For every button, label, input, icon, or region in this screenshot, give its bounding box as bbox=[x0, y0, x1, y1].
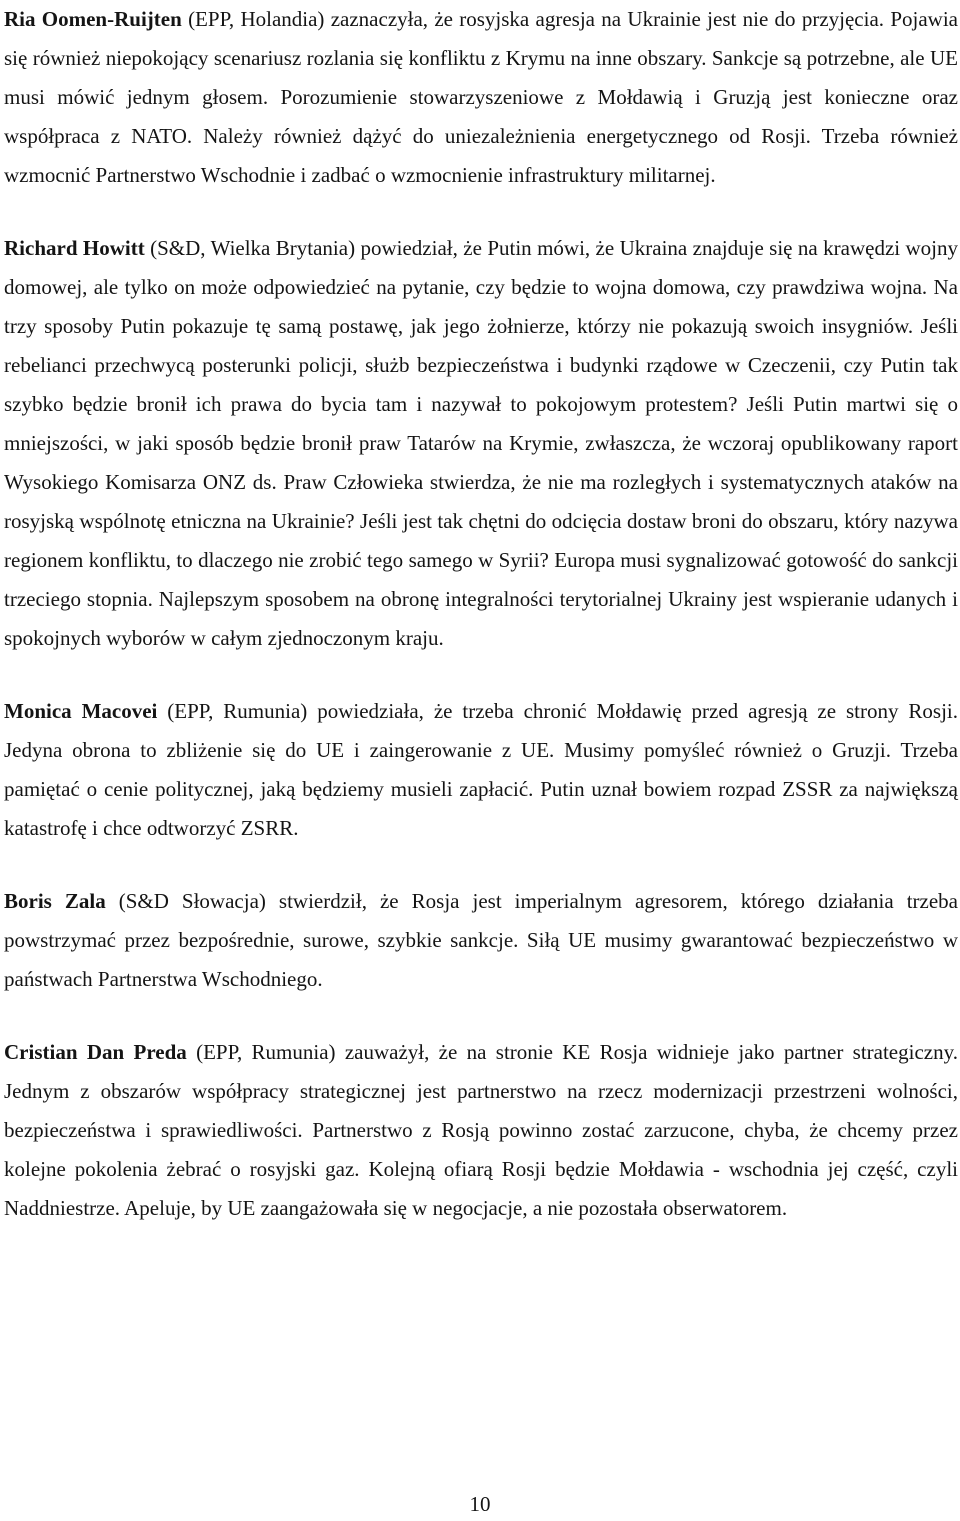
paragraph-text: (EPP, Holandia) zaznaczyła, że rosyjska agresja na Ukrainie jest nie do przyjęcia. Pojawia się również niepokojący scenariusz rozlania się konfliktu z Krymu na inne obszary. Sankcje są potrzebne, ale UE musi mówić jednym głosem. Porozumienie stowarzyszeniowe z Mołdawią i Gruzją jest konieczne oraz współpraca z NATO. Należy również dążyć do uniezależnienia energetycznego od Rosji. Trzeba również wzmocnić Partnerstwo Wschodnie i zadbać o wzmocnienie infrastruktury militarnej. bbox=[4, 7, 958, 187]
paragraph-preda bbox=[4, 1033, 958, 1228]
paragraph-text: (EPP, Rumunia) zauważył, że na stronie KE Rosja widnieje jako partner strategiczny. Jednym z obszarów współpracy strategicznej jest partnerstwo na rzecz modernizacji przestrzeni wolności, bezpieczeństwa i sprawiedliwości. Partnerstwo z Rosją powinno zostać zarzucone, chyba, że chcemy przez kolejne pokolenia żebrać o rosyjski gaz. Kolejną ofiarą Rosji będzie Mołdawia - wschodnia jej część, czyli Naddniestrze. Apeluje, by UE zaangażowała się w negocjacje, a nie pozostała obserwatorem. bbox=[4, 1040, 958, 1220]
paragraph-macovei bbox=[4, 692, 958, 848]
paragraph-zala bbox=[4, 882, 958, 999]
speaker-name: Ria Oomen-Ruijten bbox=[4, 7, 182, 31]
speaker-name: Boris Zala bbox=[4, 889, 106, 913]
document-page bbox=[4, 0, 958, 1228]
speaker-name: Richard Howitt bbox=[4, 236, 145, 260]
speaker-name: Monica Macovei bbox=[4, 699, 158, 723]
paragraph-text: (EPP, Rumunia) powiedziała, że trzeba chronić Mołdawię przed agresją ze strony Rosji. Jedyna obrona to zbliżenie się do UE i zaingerowanie z UE. Musimy pomyśleć również o Gruzji. Trzeba pamiętać o cenie politycznej, jaką będziemy musieli zapłacić. Putin uznał bowiem rozpad ZSSR za największą katastrofę i chce odtworzyć ZSRR. bbox=[4, 699, 959, 840]
paragraph-text: (S&D, Wielka Brytania) powiedział, że Putin mówi, że Ukraina znajduje się na krawędzi wojny domowej, ale tylko on może odpowiedzieć na pytanie, czy będzie to wojna domowa, czy prawdziwa wojna. Na trzy sposoby Putin pokazuje tę samą postawę, jak jego żołnierze, którzy nie pokazują swoich insygniów. Jeśli rebelianci przechwycą posterunki policji, służb bezpieczeństwa i budynki rządowe w Czeczenii, czy Putin tak szybko będzie bronił ich prawa do bycia tam i nazywał to pokojowym protestem? Jeśli Putin martwi się o mniejszości, w jaki sposób będzie bronił praw Tatarów na Krymie, zwłaszcza, że wczoraj opublikowany raport Wysokiego Komisarza ONZ ds. Praw Człowieka stwierdza, że nie ma rozległych i systematycznych ataków na rosyjską wspólnotę etniczna na Ukrainie? Jeśli jest tak chętni do odcięcia dostaw broni do obszaru, który nazywa regionem konfliktu, to dlaczego nie zrobić tego samego w Syrii? Europa musi sygnalizować gotowość do sankcji trzeciego stopnia. Najlepszym sposobem na obronę integralności terytorialnej Ukrainy jest wspieranie udanych i spokojnych wyborów w całym zjednoczonym kraju. bbox=[4, 236, 958, 650]
paragraph-howitt bbox=[4, 229, 958, 658]
paragraph-oomen-ruijten bbox=[4, 0, 958, 195]
speaker-name: Cristian Dan Preda bbox=[4, 1040, 187, 1064]
paragraph-text: (S&D Słowacja) stwierdził, że Rosja jest imperialnym agresorem, którego działania trzeba powstrzymać przez bezpośrednie, surowe, szybkie sankcje. Siłą UE musimy gwarantować bezpieczeństwo w państwach Partnerstwa Wschodniego. bbox=[4, 889, 958, 991]
page-number: 10 bbox=[469, 1492, 491, 1516]
